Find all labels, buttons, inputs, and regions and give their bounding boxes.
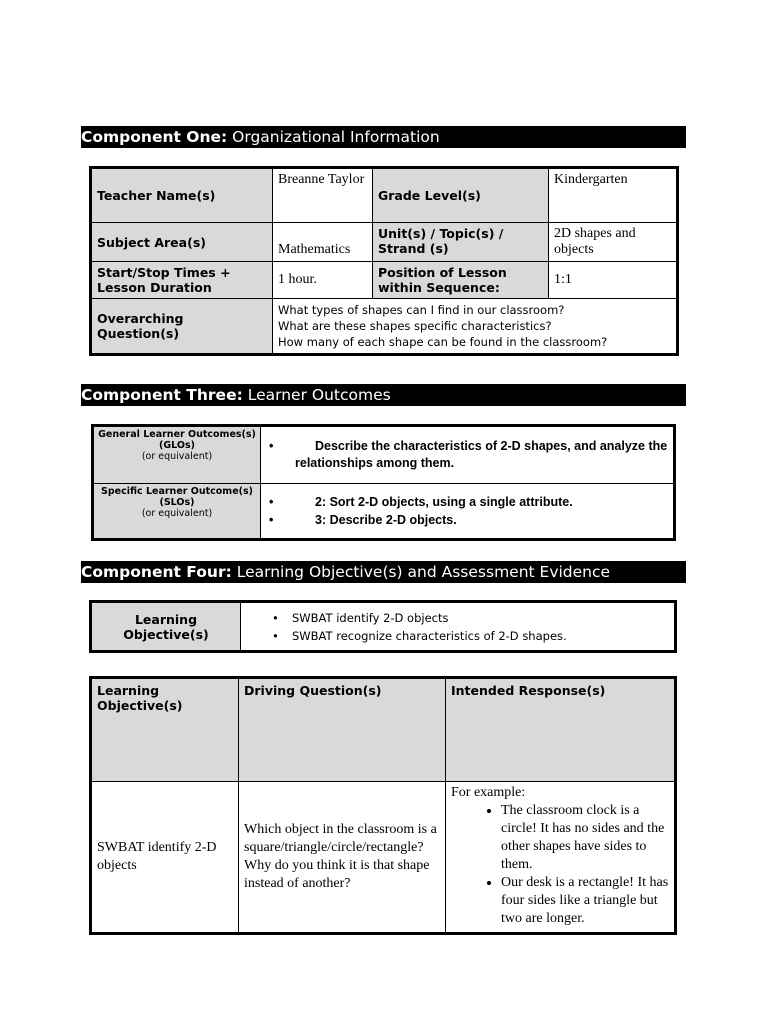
row-intended-response xyxy=(446,782,676,934)
objective-item-1: SWBAT identify 2-D objects xyxy=(292,610,449,625)
slo-item-1: 2: Sort 2-D objects, using a single attribute. xyxy=(315,495,573,509)
slo-list-item xyxy=(265,493,669,511)
glo-bullet-icon: • xyxy=(269,439,274,453)
component-four-heading xyxy=(81,561,686,583)
slo-label-cell xyxy=(93,484,261,540)
header-driving-question: Driving Question(s) xyxy=(239,678,446,782)
row-learning-objective: SWBAT identify 2-D objects xyxy=(91,782,239,934)
component-one-title-rest: Organizational Information xyxy=(227,128,440,146)
objective-list-item xyxy=(246,627,669,645)
assessment-evidence-table xyxy=(89,676,677,935)
times-duration-label: Start/Stop Times + Lesson Duration xyxy=(91,262,273,299)
subject-area-label: Subject Area(s) xyxy=(91,223,273,262)
overarching-question-3: How many of each shape can be found in the classroom? xyxy=(278,335,608,349)
glo-note: (or equivalent) xyxy=(141,451,213,462)
glo-label: General Learner Outcomes(s) xyxy=(98,429,256,440)
objective-list-item xyxy=(246,609,669,627)
grade-level-value: Kindergarten xyxy=(549,168,678,223)
glo-item: Describe the characteristics of 2-D shapes, and analyze the relationships among them. xyxy=(295,439,668,470)
unit-topic-value: 2D shapes and objects xyxy=(549,223,678,262)
component-one-title-bold: Component One: xyxy=(81,128,228,146)
objective-item-2: SWBAT recognize characteristics of 2-D shapes. xyxy=(292,628,567,643)
grade-level-label: Grade Level(s) xyxy=(373,168,549,223)
bullet-icon: • xyxy=(272,610,279,625)
teacher-name-label: Teacher Name(s) xyxy=(91,168,273,223)
component-three-heading xyxy=(81,384,686,406)
slo-label: Specific Learner Outcome(s) xyxy=(101,486,253,497)
bullet-icon: • xyxy=(269,495,274,509)
times-duration-value: 1 hour. xyxy=(273,262,373,299)
component-three-title-bold: Component Three: xyxy=(81,386,243,404)
slo-abbr: (SLOs) xyxy=(159,497,195,508)
subject-area-value: Mathematics xyxy=(273,223,373,262)
overarching-question-2: What are these shapes specific characteristics? xyxy=(278,319,552,333)
lesson-position-label: Position of Lesson within Sequence: xyxy=(373,262,549,299)
unit-topic-label: Unit(s) / Topic(s) / Strand (s) xyxy=(373,223,549,262)
overarching-question-1: What types of shapes can I find in our classroom? xyxy=(278,303,565,317)
bullet-icon: • xyxy=(272,628,279,643)
glo-content xyxy=(261,426,675,484)
intended-item-1: • The classroom clock is a circle! It has no sides and the other shapes have sides to them. xyxy=(501,802,669,874)
component-four-title-rest: Learning Objective(s) and Assessment Evidence xyxy=(231,563,611,581)
learner-outcomes-table xyxy=(91,424,676,541)
lesson-position-value: 1:1 xyxy=(549,262,678,299)
teacher-name-value: Breanne Taylor xyxy=(273,168,373,223)
intended-list xyxy=(451,802,669,928)
header-intended-response: Intended Response(s) xyxy=(446,678,676,782)
learning-objective-label: Learning Objective(s) xyxy=(91,602,241,652)
overarching-questions xyxy=(273,299,678,355)
organizational-info-table xyxy=(89,166,679,356)
glo-abbr: (GLOs) xyxy=(159,440,195,451)
intended-intro: For example: xyxy=(451,785,526,800)
overarching-question-label: Overarching Question(s) xyxy=(91,299,273,355)
header-learning-objective: Learning Objective(s) xyxy=(91,678,239,782)
component-four-title-bold: Component Four: xyxy=(81,563,232,581)
component-three-title-rest: Learner Outcomes xyxy=(242,386,391,404)
learning-objectives-table xyxy=(89,600,677,653)
component-one-heading xyxy=(81,126,686,148)
row-driving-question: Which object in the classroom is a square/triangle/circle/rectangle? Why do you think it is that shape instead of another? xyxy=(239,782,446,934)
slo-list-item xyxy=(265,511,669,529)
bullet-icon: • xyxy=(269,513,274,527)
slo-content xyxy=(261,484,675,540)
slo-item-2: 3: Describe 2-D objects. xyxy=(315,513,457,527)
learning-objective-content xyxy=(241,602,676,652)
intended-item-2: • Our desk is a rectangle! It has four sides like a triangle but two are longer. xyxy=(501,874,669,928)
glo-label-cell xyxy=(93,426,261,484)
slo-note: (or equivalent) xyxy=(141,508,213,519)
